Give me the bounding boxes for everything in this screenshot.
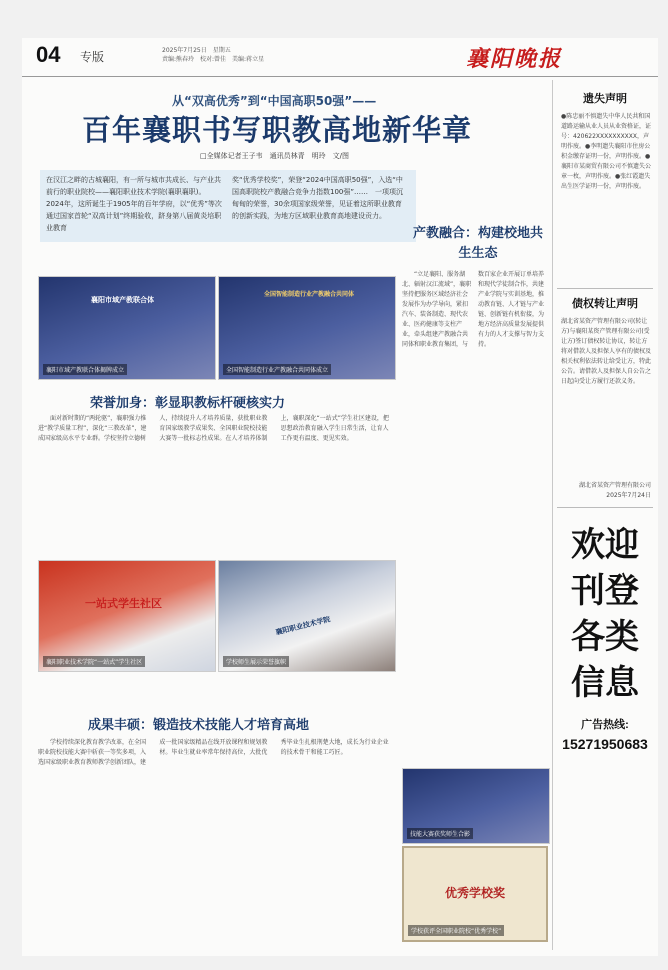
divider [557, 507, 653, 508]
photo-sign-text: 一站式学生社区 [85, 597, 162, 610]
photo-banner-text: 襄阳市域产教联合体 [91, 296, 154, 304]
section-body-achievement [38, 738, 394, 944]
paragraph: “立足襄阳、服务湖北、辐射汉江流域”，襄职坚持把服务区域经济社会发展作为办学导向，紧扣汽车、装备制造、现代农业、医药健康等支柱产业，牵头组建产教融合共同体和职业教育集团，与数百家企业开展订单培养和现代学徒制合作，共建产业学院与实训基地，推动教育链、人才链与产业链、创新链有机衔接，为地方经济高质量发展提供有力的人才支撑与智力支持。 [402, 271, 545, 348]
issue-date: 2025年7月25日 星期五 [162, 47, 231, 54]
photo-caption: 襄阳市域产教联合体揭牌成立 [43, 364, 127, 375]
section-heading-achievement: 成果丰硕：锻造技术技能人才培育高地 [88, 718, 310, 733]
paragraph: 学校持续深化教育教学改革，在全国职业院校技能大赛中斩获一等奖多项，入选国家级职业教育教师教学创新团队，建成一批国家级精品在线开放课程和规划教材。毕业生就业率常年保持高位，大批优秀毕业生扎根荆楚大地，成长为行业企业的技术骨干和能工巧匠。 [38, 739, 389, 766]
ad-hotline-number: 15271950683 [562, 736, 648, 752]
intro-right-text: 奖“优秀学校奖”，荣登“2024中国高职50强”，入选“中国高职院校产教融合竞争力指数100强”…… 一项项沉甸甸的荣誉，30余项国家级荣誉，见证着这所职业教育的创新实践，为地方区域职业教育高地建设贡力。 [232, 176, 403, 220]
photo-banner-text: 全国智能制造行业产教融合共同体 [263, 291, 354, 298]
photo-award-group [402, 768, 550, 844]
article-byline: □全媒体记者王子韦 通讯员林青 明玲 文/图 [200, 152, 349, 160]
newspaper-logo: 襄阳晚报 [465, 46, 562, 72]
photo-caption: 技能大赛获奖师生合影 [407, 828, 473, 839]
ad-headline [553, 522, 657, 706]
paragraph: 面对新时期的“两轮驱”，襄职强力推进“教学质量工程”，深化“三教改革”，建成国家级高水平专业群。学校坚持立德树人，持续提升人才培养质量，获批职业教育国家级教学成果奖、全国职业院校技能大赛等一批标志性成果。在人才培养体制上，襄职深化“一站式”学生社区建设，把思想政治教育融入学生日常生活，让育人工作更有温度、更见实效。 [38, 415, 389, 442]
photo-caption: 全国智能制造行业产教融合共同体成立 [223, 364, 331, 375]
ad-line: 刊登 [571, 571, 639, 611]
photo-caption: 襄阳职业技术学院“一站式”学生社区 [43, 656, 145, 667]
section-body-honor [38, 414, 394, 558]
newspaper-page [22, 38, 658, 956]
ad-line: 信息 [571, 663, 639, 703]
masthead [22, 38, 658, 77]
photo-caption: 学校获评全国职业院校“优秀学校” [408, 925, 504, 936]
article-kicker: 从“双高优秀”到“中国高职50强”—— [172, 94, 377, 108]
ad-hotline-label: 广告热线: [581, 719, 629, 731]
certificate-text: 优秀学校奖 [444, 886, 505, 900]
photo-alliance [218, 276, 396, 380]
ad-line: 欢迎 [571, 525, 639, 565]
intro-box [40, 170, 416, 242]
section-label: 专版 [80, 50, 105, 64]
photo-ceremony [38, 276, 216, 380]
section-body-integration [402, 270, 548, 760]
section-heading-honor: 荣誉加身：彰显职教标杆硬核实力 [90, 396, 286, 411]
intro-left-text: 在汉江之畔的古城襄阳，有一所与城市共成长、与产业共前行的职业院校——襄阳职业技术学院(襄职襄职)。 2024年，这所诞生于1905年的百年学府，以“优秀”等次通过国家首轮“双高计划”终期验收，跻身第八届黄炎培职业教育 [46, 176, 222, 232]
section-heading-integration: 产教融合：构建校地共生生态 [412, 226, 543, 261]
article-headline: 百年襄职书写职教高地新华章 [82, 113, 473, 147]
notice-transfer-signature: 湖北省某资产管理有限公司 2025年7月24日 [578, 482, 658, 499]
photo-student-community [38, 560, 216, 672]
ad-line: 各类 [571, 617, 639, 657]
notice-sidebar [552, 80, 657, 950]
notice-lost-title: 遗失声明 [583, 92, 627, 105]
photo-caption: 学校师生展示荣誉旗帜 [223, 656, 289, 667]
photo-flag-group [218, 560, 396, 672]
notice-transfer-title: 债权转让声明 [572, 297, 638, 310]
page-number: 04 [36, 42, 61, 67]
photo-flag-text: 襄阳职业技术学院 [274, 615, 332, 637]
photo-certificate [402, 846, 548, 942]
divider [557, 288, 653, 289]
editor-credits: 责编:熊春玲 校对:曾佳 美编:蒋立星 [162, 56, 265, 63]
issue-meta [162, 46, 264, 64]
notice-lost-text: ●陈忠丽不慎遗失中华人民共和国道路运输从业人员从业资格证，证号：420622XXXXXXXXXX，声明作废。●李明遗失襄阳市住房公积金缴存证明一份，声明作废。●襄阳市某商贸有限公司不慎遗失公章一枚，声明作废。●张红霞遗失出生医学证明一份，声明作废。 [561, 113, 652, 190]
notice-transfer-text: 湖北省某资产管理有限公司(转让方)与襄阳某资产管理有限公司(受让方)签订债权转让协议，转让方将对借款人及担保人享有的债权及相关权利依法转让给受让方，特此公告。请借款人及担保人自公告之日起向受让方履行还款义务。 [561, 318, 652, 385]
